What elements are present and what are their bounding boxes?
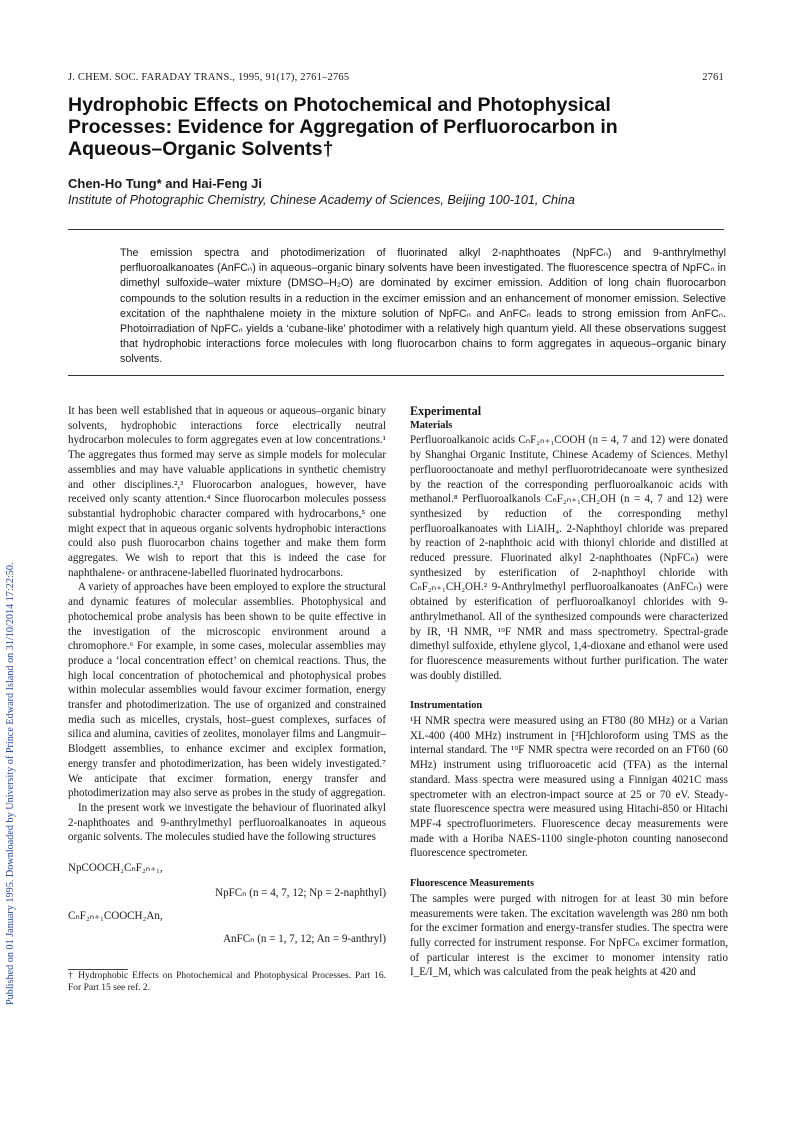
- abstract: The emission spectra and photodimerization of fluorinated alkyl 2-naphthoates (NpFCₙ) and 9-anthrylmethyl perfluoroalkanoates (AnFCₙ) in aqueous–organic binary solvents have been investigated. The fluorescence spectra of NpFCₙ in dimethyl sulfoxide–water mixture (DMSO–H₂O) are dominated by excimer emission. Addition of long chain fluorocarbon compounds to the solution results in a reduction in the excimer emission and an enhancement of monomer emission. Selective excitation of the naphthalene moiety in the mixture solution of NpFCₙ and AnFCₙ leads to strong emission from AnFCₙ. Photoirradiation of NpFCₙ yields a ‘cubane-like’ photodimer with a relatively high quantum yield. All these observations suggest that hydrophobic interactions force molecules with long fluorocarbon chains to form aggregates in aqueous–organic binary solvents.: [120, 247, 726, 366]
- fluorescence-heading: Fluorescence Measurements: [410, 878, 535, 890]
- right-column: [410, 404, 728, 980]
- left-column: [68, 404, 386, 994]
- abstract-bottom-rule: [68, 375, 724, 376]
- formula-anfc-definition: AnFCₙ (n = 1, 7, 12; An = 9-anthryl): [223, 933, 386, 946]
- intro-paragraph-3: In the present work we investigate the behaviour of fluorinated alkyl 2-naphthoates and 9-anthrylmethyl perfluoroalkanoates in aqueous organic solvents. The molecules studied have the following structures: [68, 801, 386, 844]
- running-header: [68, 72, 724, 83]
- title-footnote: † Hydrophobic Effects on Photochemical and Photophysical Processes. Part 16. For Part 15 see ref. 2.: [68, 970, 386, 993]
- fluorescence-paragraph: The samples were purged with nitrogen for at least 30 min before measurements were taken. The excitation wavelength was 280 nm both for the excimer formation and energy-transfer studies. The spectra were fully corrected for instrument response. For NpFCₙ excimer formation, of particular interest is the excimer to monomer intensity ratio I_E/I_M, which was calculated from the peak heights at 420 and: [410, 892, 728, 979]
- article-title: Hydrophobic Effects on Photochemical and Photophysical Processes: Evidence for Aggregation of Perfluorocarbon in Aqueous–Organic Solvents†: [68, 94, 618, 160]
- journal-citation: J. CHEM. SOC. FARADAY TRANS., 1995, 91(17), 2761–2765: [68, 72, 350, 83]
- materials-heading: Materials: [410, 419, 453, 431]
- formula-anfc-structure: CₙF₂ₙ₊₁COOCH₂An,: [68, 909, 163, 922]
- download-notice-text: Published on 01 January 1995. Downloaded by University of Prince Edward Island on 31/10/2014 17:22:50.: [5, 562, 16, 1005]
- page-number: 2761: [702, 72, 724, 83]
- formula-npfc-structure: NpCOOCH₂CₙF₂ₙ₊₁,: [68, 862, 163, 875]
- materials-paragraph: Perfluoroalkanoic acids CₙF₂ₙ₊₁COOH (n = 4, 7 and 12) were donated by Shanghai Organic Institute, Chinese Academy of Sciences. Methyl perfluorooctanoate and methyl perfluorotridecanoate were synthesized by the reaction of the corresponding perfluoroalkanoic acids with methanol.⁸ Perfluoroalkanols CₙF₂ₙ₊₁CH₂OH (n = 4, 7 and 12) were synthesized by reduction of the corresponding methyl perfluoroalkanoates with LiAlH₄. 2-Naphthoyl chloride was prepared by reaction of 2-naphthoic acid with thionyl chloride and distilled at reduced pressure. Fluorinated alkyl 2-naphthoates (NpFCₙ) were synthesized by esterification of 2-naphthoyl chloride with CₙF₂ₙ₊₁CH₂OH.² 9-Anthrylmethyl perfluoroalkanoates (AnFCₙ) were obtained by esterification of perfluoroalkanoyl chlorides with 9-anthrylmethanol. All of the synthesized compounds were characterized by IR, ¹H NMR, ¹⁹F NMR and mass spectrometry. Spectral-grade dimethyl sulfoxide, ethylene glycol, 1,4-dioxane and ethanol were used for fluorescence measurements without further purification. The water was doubly distilled.: [410, 434, 728, 682]
- intro-paragraph-2: A variety of approaches have been employed to explore the structural and dynamic features of molecular assemblies. Photophysical and photochemical probe analysis has been shown to be quite effective in the investigation of the microscopic environment around a chromophore.⁶ For example, in some cases, molecular assemblies may produce a ‘local concentration effect’ on chemical reactions. Thus, the high local concentration of photochemical and photophysical probes within molecular assemblies would favour excimer formation, energy transfer and photodimerization. The use of organized and constrained media such as micelles, crystals, host–guest complexes, surfaces of silica and alumina, cavities of zeolites, monolayer films and Langmuir–Blodgett assemblies, to enhance excimer and exciplex formation, energy transfer and photodimerization, has been widely investigated.⁷ We anticipate that excimer formation, energy transfer and photodimerization may also serve as probes in the study of aggregation.: [68, 581, 386, 800]
- article-authors: Chen-Ho Tung* and Hai-Feng Ji: [68, 176, 263, 191]
- instrumentation-heading: Instrumentation: [410, 700, 483, 712]
- download-notice: [2, 215, 20, 1005]
- abstract-top-rule: [68, 229, 724, 230]
- author-affiliation: Institute of Photographic Chemistry, Chinese Academy of Sciences, Beijing 100-101, China: [68, 193, 575, 207]
- formula-npfc-definition: NpFCₙ (n = 4, 7, 12; Np = 2-naphthyl): [215, 886, 386, 899]
- intro-paragraph-1: It has been well established that in aqueous or aqueous–organic binary solvents, hydrophobic interactions force electrically neutral hydrocarbon molecules to form aggregates even at low concentrations.¹ The aggregates thus formed may serve as simple models for molecular assemblies and may have valuable applications in synthetic chemistry and other disciplines.²,³ Fluorocarbon analogues, however, have received only scanty attention.⁴ Since fluorocarbon molecules possess substantial hydrophobic character compared with hydrocarbons,⁵ one might expect that in aqueous organic solvents hydrophobic interactions could also push fluorocarbon chains together and make them form aggregates. We wish to report that this is indeed the case for naphthalene- or anthracene-labelled fluorinated hydrocarbons.: [68, 405, 386, 579]
- instrumentation-paragraph: ¹H NMR spectra were measured using an FT80 (80 MHz) or a Varian XL-400 (400 MHz) instrument in [²H]chloroform using TMS as the internal standard. The ¹⁹F NMR spectra were recorded on an FT60 (60 MHz) instrument using trifluoroacetic acid (TFA) as the internal standard. Mass spectra were measured using a Finnigan 4021C mass spectrometer with an electron-impact source at 25 or 70 eV. Steady-state fluorescence spectra were measured using Hitachi-850 or Hitachi MPF-4 spectrofluorimeters. Fluorescence decay measurements were made with a Horiba NAES-1100 single-photon counting nanosecond fluorescence spectrometer.: [410, 715, 728, 860]
- experimental-heading: Experimental: [410, 404, 482, 418]
